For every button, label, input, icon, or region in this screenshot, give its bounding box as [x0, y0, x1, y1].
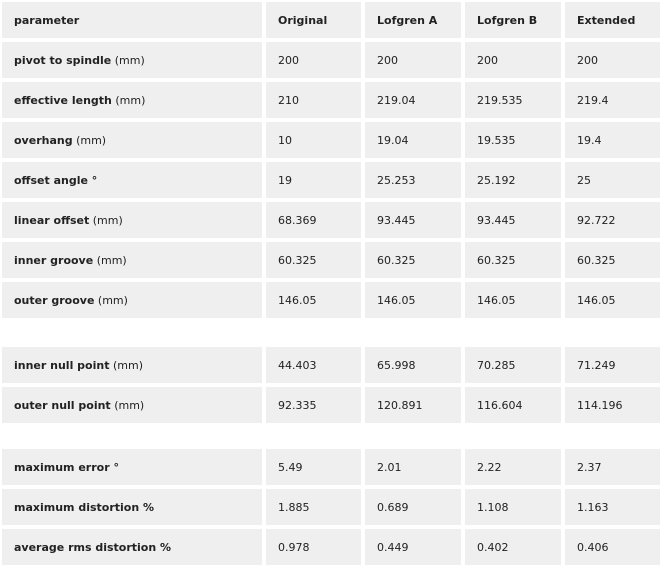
value-cell: 70.285 — [465, 347, 561, 383]
row-label — [2, 202, 262, 238]
table-row — [2, 42, 660, 78]
value-cell: 210 — [266, 82, 361, 118]
parameter-name: average rms distortion % — [14, 540, 172, 554]
parameter-name: inner groove — [14, 253, 94, 267]
value-cell: 219.04 — [365, 82, 461, 118]
parameter-unit: (mm) — [114, 53, 145, 67]
row-label — [2, 489, 262, 525]
value-cell: 71.249 — [565, 347, 660, 383]
value-cell: 60.325 — [365, 242, 461, 278]
value-cell: 2.37 — [565, 449, 660, 485]
value-cell: 19 — [266, 162, 361, 198]
value-cell: 200 — [565, 42, 660, 78]
value-cell: 2.22 — [465, 449, 561, 485]
parameter-unit: (mm) — [114, 398, 145, 412]
value-cell: 146.05 — [465, 282, 561, 318]
value-cell: 1.108 — [465, 489, 561, 525]
parameter-name: maximum distortion % — [14, 500, 155, 514]
value-cell: 92.722 — [565, 202, 660, 238]
value-cell: 146.05 — [266, 282, 361, 318]
parameter-name: overhang — [14, 133, 73, 147]
value-cell: 200 — [365, 42, 461, 78]
parameter-unit: (mm) — [76, 133, 107, 147]
parameter-name: offset angle ° — [14, 173, 98, 187]
value-cell: 219.535 — [465, 82, 561, 118]
value-cell: 5.49 — [266, 449, 361, 485]
value-cell: 0.449 — [365, 529, 461, 565]
row-label — [2, 82, 262, 118]
parameter-unit: (mm) — [112, 358, 143, 372]
value-cell: 60.325 — [266, 242, 361, 278]
value-cell: 200 — [465, 42, 561, 78]
value-cell: 1.885 — [266, 489, 361, 525]
parameter-unit: (mm) — [97, 293, 128, 307]
value-cell: 68.369 — [266, 202, 361, 238]
table-row — [2, 347, 660, 383]
row-label — [2, 387, 262, 423]
value-cell: 60.325 — [465, 242, 561, 278]
row-label — [2, 242, 262, 278]
row-label — [2, 122, 262, 158]
table-row — [2, 162, 660, 198]
table-row — [2, 202, 660, 238]
null-points-table — [0, 343, 660, 427]
value-cell: 25.253 — [365, 162, 461, 198]
parameter-name: outer null point — [14, 398, 111, 412]
table-row — [2, 282, 660, 318]
header-lofgren-a: Lofgren A — [365, 2, 461, 38]
value-cell: 93.445 — [365, 202, 461, 238]
table-row — [2, 529, 660, 565]
value-cell: 146.05 — [565, 282, 660, 318]
table-row — [2, 489, 660, 525]
parameter-name: inner null point — [14, 358, 110, 372]
table-row — [2, 449, 660, 485]
row-label — [2, 282, 262, 318]
header-parameter: parameter — [2, 2, 262, 38]
value-cell: 19.04 — [365, 122, 461, 158]
value-cell: 92.335 — [266, 387, 361, 423]
value-cell: 0.689 — [365, 489, 461, 525]
value-cell: 114.196 — [565, 387, 660, 423]
table-row — [2, 387, 660, 423]
value-cell: 219.4 — [565, 82, 660, 118]
value-cell: 0.402 — [465, 529, 561, 565]
value-cell: 120.891 — [365, 387, 461, 423]
parameter-name: linear offset — [14, 213, 90, 227]
table-row — [2, 122, 660, 158]
value-cell: 200 — [266, 42, 361, 78]
row-label — [2, 42, 262, 78]
table-row — [2, 242, 660, 278]
header-original: Original — [266, 2, 361, 38]
value-cell: 19.4 — [565, 122, 660, 158]
value-cell: 60.325 — [565, 242, 660, 278]
distortion-table — [0, 445, 660, 569]
parameter-unit: (mm) — [96, 253, 127, 267]
parameter-name: effective length — [14, 93, 112, 107]
value-cell: 146.05 — [365, 282, 461, 318]
header-extended: Extended — [565, 2, 660, 38]
parameter-name: outer groove — [14, 293, 95, 307]
value-cell: 44.403 — [266, 347, 361, 383]
value-cell: 93.445 — [465, 202, 561, 238]
parameter-name: pivot to spindle — [14, 53, 112, 67]
value-cell: 0.978 — [266, 529, 361, 565]
value-cell: 25.192 — [465, 162, 561, 198]
value-cell: 19.535 — [465, 122, 561, 158]
parameter-unit: (mm) — [115, 93, 146, 107]
row-label — [2, 347, 262, 383]
value-cell: 2.01 — [365, 449, 461, 485]
header-lofgren-b: Lofgren B — [465, 2, 561, 38]
table-row — [2, 82, 660, 118]
value-cell: 25 — [565, 162, 660, 198]
header-row — [2, 2, 660, 38]
value-cell: 1.163 — [565, 489, 660, 525]
row-label — [2, 449, 262, 485]
value-cell: 10 — [266, 122, 361, 158]
value-cell: 0.406 — [565, 529, 660, 565]
row-label — [2, 162, 262, 198]
row-label — [2, 529, 262, 565]
parameter-name: maximum error ° — [14, 460, 119, 474]
value-cell: 65.998 — [365, 347, 461, 383]
parameter-unit: (mm) — [92, 213, 123, 227]
value-cell: 116.604 — [465, 387, 561, 423]
